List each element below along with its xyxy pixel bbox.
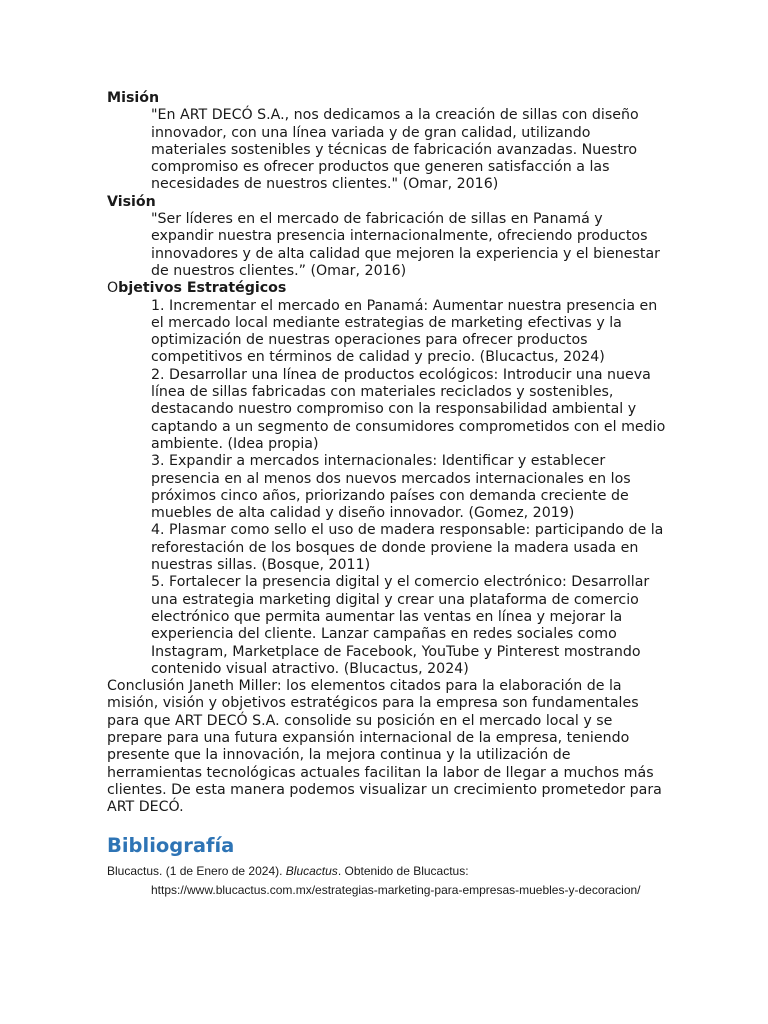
bibliography-entry — [107, 862, 667, 900]
document-page — [107, 90, 667, 900]
vision-text: "Ser líderes en el mercado de fabricación de sillas en Panamá y expandir nuestra presencia internacionalmente, ofreciendo productos innovadores y de alta calidad que mejoren la experiencia y el bienestar de nuestros clientes.” (Omar, 2016) — [151, 211, 660, 279]
objetivo-item-1: 1. Incrementar el mercado en Panamá: Aumentar nuestra presencia en el mercado local mediante estrategias de marketing efectivas y la optimización de nuestras operaciones para ofrecer productos competitivos en términos de calidad y precio. (Blucactus, 2024) — [151, 297, 658, 366]
objetivo-item-4: 4. Plasmar como sello el uso de madera responsable: participando de la reforestación de los bosques de donde proviene la madera usada en nuestras sillas. (Bosque, 2011) — [151, 522, 664, 574]
objetivo-item-2: 2. Desarrollar una línea de productos ecológicos: Introducir una nueva línea de sillas fabricadas con materiales reciclados y sostenibles, destacando nuestro compromiso con la responsabilidad ambiental y captando a un segmento de consumidores comprometidos con el medio ambiente. (Idea propia) — [151, 366, 666, 452]
bib-entry-italic-title: Blucactus — [285, 864, 338, 879]
mision-text: "En ART DECÓ S.A., nos dedicamos a la creación de sillas con diseño innovador, con una línea variada y de gran calidad, utilizando materiales sostenibles y técnicas de fabricación avanzadas. Nuestro compromiso es ofrecer productos que generen satisfacción a las necesidades de nuestros clientes." (Omar, 2016) — [151, 107, 639, 193]
bib-entry-url[interactable]: https://www.blucactus.com.mx/estrategias-marketing-para-empresas-muebles-y-decoracion/ — [151, 883, 641, 898]
objetivo-item-3: 3. Expandir a mercados internacionales: Identificar y establecer presencia en al menos dos nuevos mercados internacionales en los próximos cinco años, priorizando países con demanda creciente de muebles de alta calidad y diseño innovador. (Gomez, 2019) — [151, 453, 631, 522]
bib-entry-suffix: . Obtenido de Blucactus: — [337, 864, 469, 879]
mision-heading: Misión — [107, 90, 160, 106]
objetivos-heading — [107, 280, 667, 297]
objetivos-heading-rest: bjetivos Estratégicos — [118, 280, 287, 297]
vision-heading: Visión — [107, 193, 156, 210]
objetivos-heading-initial: O — [107, 280, 119, 297]
objetivo-item-5: 5. Fortalecer la presencia digital y el comercio electrónico: Desarrollar una estrategia marketing digital y crear una plataforma de comercio electrónico que permita aumentar las ventas en línea y mejorar la experiencia del cliente. Lanzar campañas en redes sociales como Instagram, Marketplace de Facebook, YouTube y Pinterest mostrando contenido visual atractivo. (Blucactus, 2024) — [151, 574, 650, 677]
bibliografia-title: Bibliografía — [107, 834, 235, 858]
bib-entry-prefix: Blucactus. (1 de Enero de 2024). — [107, 864, 286, 879]
conclusion-paragraph: Conclusión Janeth Miller: los elementos citados para la elaboración de la misión, visión y objetivos estratégicos para la empresa son fundamentales para que ART DECÓ S.A. consolide su posición en el mercado local y se prepare para una futura expansión internacional de la empresa, teniendo presente que la innovación, la mejora continua y la utilización de herramientas tecnológicas actuales facilitan la labor de llegar a muchos más clientes. De esta manera podemos visualizar un crecimiento prometedor para ART DECÓ. — [107, 678, 662, 816]
